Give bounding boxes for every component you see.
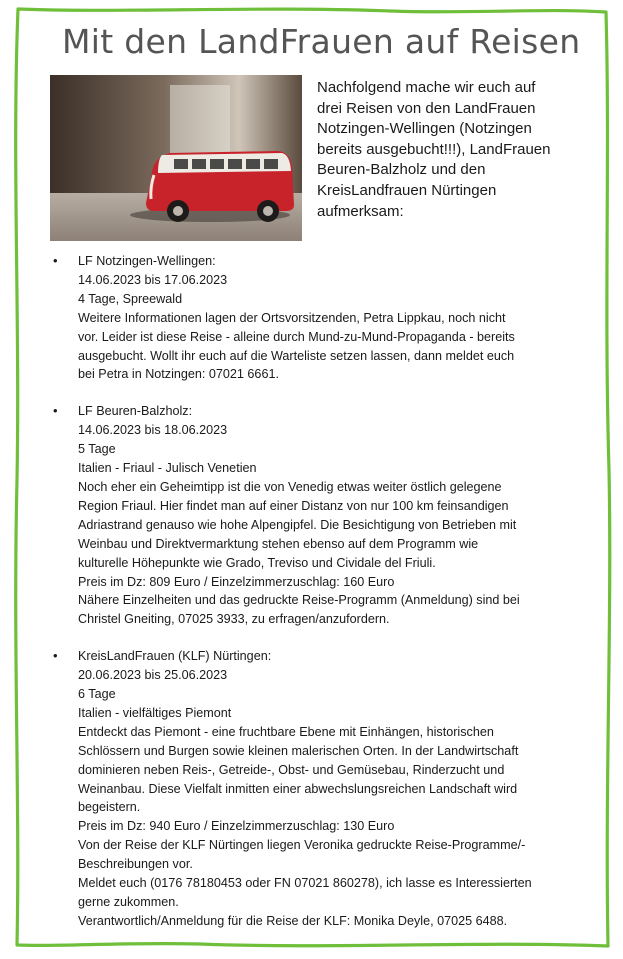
trip-line: Noch eher ein Geheimtipp ist die von Venedig etwas weiter östlich gelegene xyxy=(78,479,502,494)
trip-line: 14.06.2023 bis 18.06.2023 xyxy=(78,423,228,438)
trip-line: KreisLandFrauen (KLF) Nürtingen: xyxy=(78,649,272,664)
trip-line: 4 Tage, Spreewald xyxy=(78,291,183,306)
trip-list xyxy=(48,252,588,949)
trip-line: ausgebucht. Wollt ihr euch auf die Warteliste setzen lassen, dann meldet euch xyxy=(78,348,515,363)
trip-line: Weinanbau. Diese Vielfalt inmitten einer abwechslungsreichen Landschaft wird xyxy=(78,781,518,796)
trip-line: kulturelle Höhepunkte wie Grado, Treviso und Cividale del Friuli. xyxy=(78,555,436,570)
trip-line: Weinbau und Direktvermarktung stehen ebenso auf dem Programm wie xyxy=(78,536,479,551)
trip-line: dominieren neben Reis-, Getreide-, Obst- und Gemüsebau, Rinderzucht und xyxy=(78,762,505,777)
trip-line: Weitere Informationen lagen der Ortsvorsitzenden, Petra Lippkau, noch nicht xyxy=(78,310,506,325)
trip-line: Beschreibungen vor. xyxy=(78,857,193,872)
trip-entry-notzingen xyxy=(48,252,588,384)
intro-line: drei Reisen von den LandFrauen xyxy=(317,99,536,117)
trip-line: Christel Gneiting, 07025 3933, zu erfragen/anzufordern. xyxy=(78,612,390,627)
trip-line: Verantwortlich/Anmeldung für die Reise der KLF: Monika Deyle, 07025 6488. xyxy=(78,913,508,928)
trip-line: gerne zukommen. xyxy=(78,895,179,909)
bullet-icon: • xyxy=(53,403,58,419)
trip-line: Italien - vielfältiges Piemont xyxy=(78,705,232,720)
intro-line: Beuren-Balzholz und den xyxy=(317,161,486,179)
trip-entry-beuren xyxy=(48,402,588,629)
trip-line: LF Beuren-Balzholz: xyxy=(78,404,193,419)
trip-line: vor. Leider ist diese Reise - alleine durch Mund-zu-Mund-Propaganda - bereits xyxy=(78,329,515,344)
bullet-icon: • xyxy=(53,648,58,664)
intro-line: KreisLandfrauen Nürtingen xyxy=(317,181,497,199)
trip-line: bei Petra in Notzingen: 07021 6661. xyxy=(78,367,279,382)
intro-line: Notzingen-Wellingen (Notzingen xyxy=(317,120,532,138)
trip-line: 6 Tage xyxy=(78,687,116,702)
trip-line: Italien - Friaul - Julisch Venetien xyxy=(78,461,257,476)
trip-line: Schlössern und Burgen sowie kleinen malerischen Orten. In der Landwirtschaft xyxy=(78,743,519,758)
photo-illustration xyxy=(50,75,302,241)
trip-line: Preis im Dz: 940 Euro / Einzelzimmerzuschlag: 130 Euro xyxy=(78,819,395,834)
trip-line: Preis im Dz: 809 Euro / Einzelzimmerzuschlag: 160 Euro xyxy=(78,574,395,589)
bullet-icon: • xyxy=(53,253,58,268)
trip-line: begeistern. xyxy=(78,800,141,815)
intro-paragraph xyxy=(317,78,587,222)
trip-line: Region Friaul. Hier findet man auf einer Distanz von nur 100 km feinsandigen xyxy=(78,498,509,513)
trip-line: 5 Tage xyxy=(78,442,116,457)
trip-entry-klf xyxy=(48,647,588,931)
toy-van-photo xyxy=(50,75,302,241)
trip-line: Nähere Einzelheiten und das gedruckte Reise-Programm (Anmeldung) sind bei xyxy=(78,593,520,608)
intro-line: aufmerksam: xyxy=(317,202,404,220)
page-title: Mit den LandFrauen auf Reisen xyxy=(62,22,581,61)
trip-line: Meldet euch (0176 78180453 oder FN 07021 860278), ich lasse es Interessierten xyxy=(78,876,532,891)
intro-line: Nachfolgend mache wir euch auf xyxy=(317,79,536,96)
trip-line: 20.06.2023 bis 25.06.2023 xyxy=(78,668,228,683)
trip-line: Von der Reise der KLF Nürtingen liegen Veronika gedruckte Reise-Programme/- xyxy=(78,838,526,853)
trip-line: 14.06.2023 bis 17.06.2023 xyxy=(78,272,228,287)
trip-line: Entdeckt das Piemont - eine fruchtbare Ebene mit Einhängen, historischen xyxy=(78,724,494,739)
trip-line: LF Notzingen-Wellingen: xyxy=(78,254,216,268)
intro-line: bereits ausgebucht!!!), LandFrauen xyxy=(317,140,551,158)
trip-line: Adriastrand genauso wie hohe Alpengipfel. Die Besichtigung von Betrieben mit xyxy=(78,517,517,532)
